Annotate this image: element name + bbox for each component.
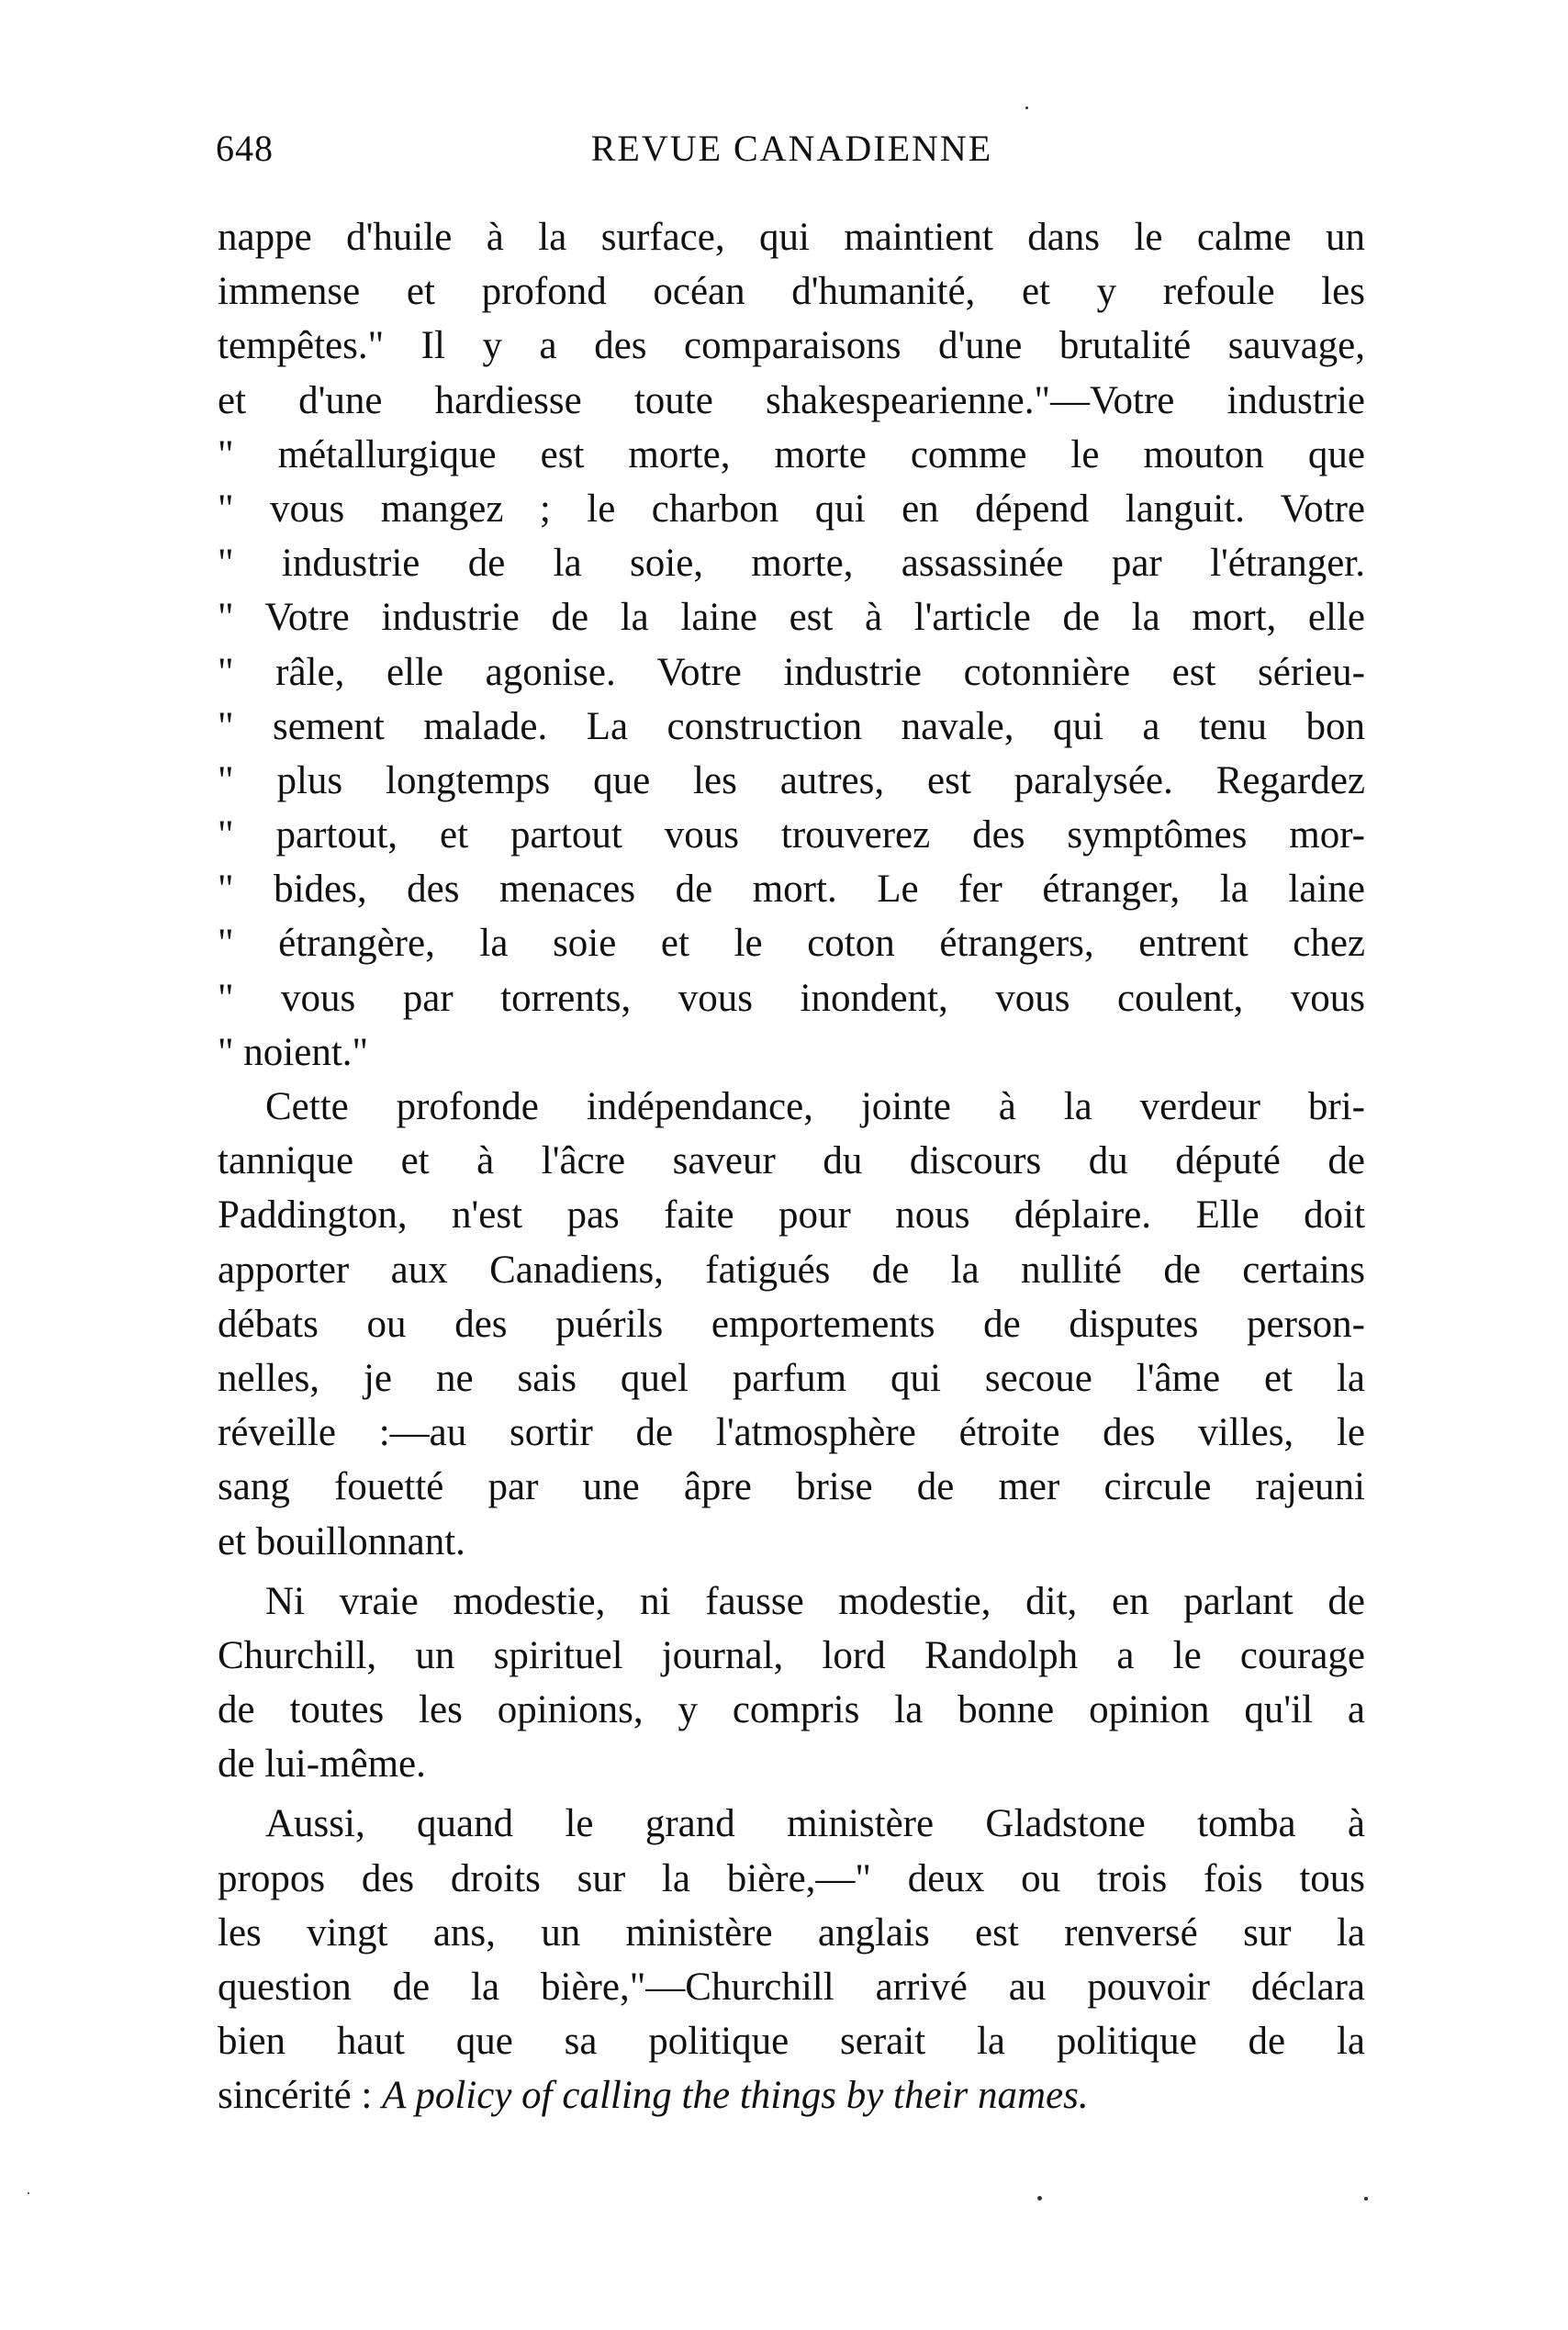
text-line: " vous par torrents, vous inondent, vous coulent, vous: [218, 976, 1365, 1020]
text-line: Cette profonde indépendance, jointe à la verdeur bri-: [265, 1085, 1365, 1128]
paragraph-4: [218, 1797, 1365, 2123]
text-line: et d'une hardiesse toute shakespearienne."—Votre industrie: [218, 378, 1365, 422]
text-line: " sement malade. La construction navale, qui a tenu bon: [218, 704, 1365, 748]
text-line: apporter aux Canadiens, fatigués de la nullité de certains: [218, 1248, 1365, 1292]
text-line: nelles, je ne sais quel parfum qui secoue l'âme et la: [218, 1356, 1365, 1400]
text-line: " Votre industrie de la laine est à l'article de la mort, elle: [218, 596, 1365, 640]
running-title: REVUE CANADIENNE: [590, 128, 993, 169]
text-line: Aussi, quand le grand ministère Gladstone tomba à: [265, 1802, 1365, 1846]
paragraph-2: [218, 1080, 1365, 1569]
text-line: tempêtes." Il y a des comparaisons d'une brutalité sauvage,: [218, 324, 1365, 368]
text-fragment: sincérité :: [218, 2074, 383, 2118]
print-speck: [28, 2192, 29, 2194]
text-line: " vous mangez ; le charbon qui en dépend languit. Votre: [218, 487, 1365, 531]
text-line: Churchill, un spirituel journal, lord Randolph a le courage: [218, 1633, 1365, 1677]
text-line: " râle, elle agonise. Votre industrie cotonnière est sérieu-: [218, 650, 1365, 694]
text-line: [218, 2068, 1365, 2123]
text-line: " industrie de la soie, morte, assassinée par l'étranger.: [218, 542, 1365, 586]
text-line: " partout, et partout vous trouverez des symptômes mor-: [218, 813, 1365, 857]
text-line: et bouillonnant.: [218, 1519, 465, 1563]
text-line: les vingt ans, un ministère anglais est renversé sur la: [218, 1910, 1365, 1955]
text-line: Paddington, n'est pas faite pour nous déplaire. Elle doit: [218, 1193, 1365, 1238]
text-line: de lui-même.: [218, 1742, 426, 1787]
paragraph-1: [218, 210, 1365, 1080]
text-line: de toutes les opinions, y compris la bonne opinion qu'il a: [218, 1688, 1365, 1732]
print-speck: [1364, 2197, 1368, 2201]
text-line: " métallurgique est morte, morte comme le mouton que: [218, 432, 1365, 476]
text-line: nappe d'huile à la surface, qui maintient dans le calme un: [218, 216, 1365, 259]
text-line: " plus longtemps que les autres, est paralysée. Regardez: [218, 758, 1365, 802]
text-line: propos des droits sur la bière,—" deux ou trois fois tous: [218, 1856, 1365, 1900]
text-line: immense et profond océan d'humanité, et y refoule les: [218, 270, 1365, 314]
text-line: bien haut que sa politique serait la politique de la: [218, 2020, 1365, 2064]
text-line: question de la bière,"—Churchill arrivé au pouvoir déclara: [218, 1966, 1365, 2009]
italic-quote: A policy of calling the things by their names.: [382, 2074, 1089, 2118]
text-line: " étrangère, la soie et le coton étrangers, entrent chez: [218, 922, 1365, 966]
text-line: " noient.": [218, 1030, 369, 1074]
text-line: " bides, des menaces de mort. Le fer étranger, la laine: [218, 868, 1365, 912]
print-speck: [1025, 106, 1028, 109]
text-line: tannique et à l'âcre saveur du discours du député de: [218, 1139, 1365, 1183]
text-line: sang fouetté par une âpre brise de mer circule rajeuni: [218, 1465, 1365, 1509]
print-speck: [1037, 2196, 1042, 2201]
paragraph-3: [218, 1574, 1365, 1792]
page-header: [216, 127, 1368, 182]
text-line: réveille :—au sortir de l'atmosphère étroite des villes, le: [218, 1411, 1365, 1455]
text-line: Ni vraie modestie, ni fausse modestie, dit, en parlant de: [265, 1579, 1365, 1623]
text-line: débats ou des puérils emportements de disputes person-: [218, 1302, 1365, 1346]
page-number: 648: [216, 128, 274, 169]
body-text: [218, 210, 1365, 2123]
